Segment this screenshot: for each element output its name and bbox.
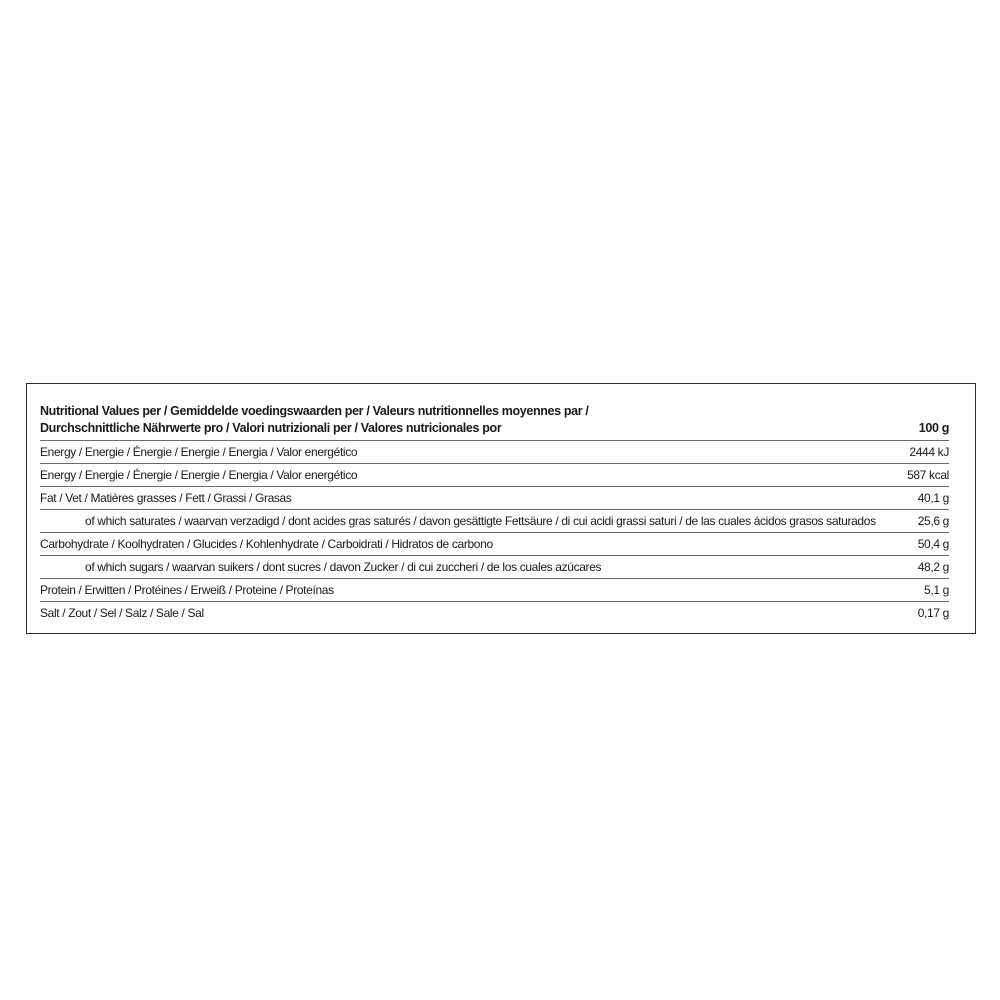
row-value: 50,4 g bbox=[917, 537, 949, 551]
row-fat bbox=[40, 487, 949, 510]
row-salt bbox=[40, 602, 949, 624]
row-value: 48,2 g bbox=[917, 560, 949, 574]
header-title-line2: Durchschnittliche Nährwerte pro / Valori nutrizionali per / Valores nutricionales por bbox=[40, 421, 502, 435]
row-saturates bbox=[40, 510, 949, 533]
row-label: Salt / Zout / Sel / Salz / Sale / Sal bbox=[40, 606, 204, 620]
row-energy-kj bbox=[40, 441, 949, 464]
row-value: 25,6 g bbox=[917, 514, 949, 528]
nutrition-table-header bbox=[40, 384, 949, 441]
row-value: 40,1 g bbox=[917, 491, 949, 505]
row-value: 5,1 g bbox=[924, 583, 949, 597]
row-label: of which saturates / waarvan verzadigd / dont acides gras saturés / davon gesättigte Fettsäure / di cui acidi grassi saturi / de las cuales ácidos grasos saturados bbox=[85, 514, 876, 528]
row-protein bbox=[40, 579, 949, 602]
row-label: Energy / Energie / Énergie / Energie / Energia / Valor energético bbox=[40, 445, 358, 459]
row-value: 0,17 g bbox=[917, 606, 949, 620]
row-sugars bbox=[40, 556, 949, 579]
row-label: of which sugars / waarvan suikers / dont sucres / davon Zucker / di cui zuccheri / de los cuales azúcares bbox=[85, 560, 602, 574]
row-label: Energy / Energie / Énergie / Energie / Energia / Valor energético bbox=[40, 468, 358, 482]
row-label: Fat / Vet / Matières grasses / Fett / Grassi / Grasas bbox=[40, 491, 292, 505]
row-label: Protein / Erwitten / Protéines / Erweiß / Proteine / Proteínas bbox=[40, 583, 334, 597]
nutrition-table bbox=[26, 383, 976, 634]
row-label: Carbohydrate / Koolhydraten / Glucides / Kohlenhydrate / Carboidrati / Hidratos de carbono bbox=[40, 537, 493, 551]
row-carbohydrate bbox=[40, 533, 949, 556]
header-title-line1: Nutritional Values per / Gemiddelde voedingswaarden per / Valeurs nutritionnelles moyennes par / bbox=[40, 404, 589, 418]
row-value: 2444 kJ bbox=[909, 445, 949, 459]
header-per-amount: 100 g bbox=[918, 421, 949, 435]
row-value: 587 kcal bbox=[907, 468, 949, 482]
row-energy-kcal bbox=[40, 464, 949, 487]
